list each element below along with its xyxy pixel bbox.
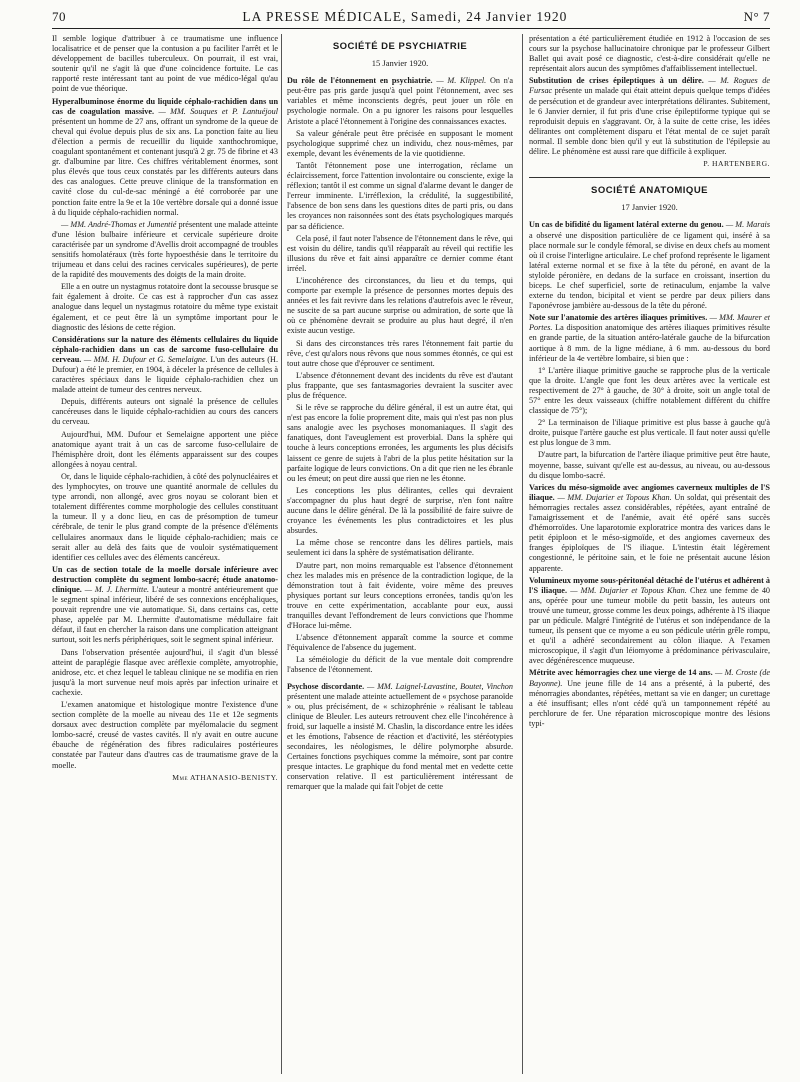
- column-divider: [281, 34, 282, 1074]
- page-number: 70: [52, 9, 66, 24]
- article-text: La disposition anatomique des artères iliaques primitives résulte en grande partie, de la situation antéro-latérale gauche de la bifurcation aortique à 8 mm. de la ligne médiane, à 6 mm. au-dessous du bord inférieur de la 4e vertèbre lombaire, si bien que :: [529, 323, 770, 363]
- article-andre-thomas: [52, 220, 278, 281]
- paragraph: Si dans des circonstances très rares l'étonnement fait partie du rêve, c'est qu'alors nous rêvons que nous sommes étonnés, ce qui est tout autre chose que d'éprouver ce sentiment.: [287, 338, 513, 368]
- article-title: Hyperalbuminose énorme du liquide céphalo-rachidien dans un cas de coagulation massive.: [52, 96, 278, 116]
- paragraph: Si le rêve se rapproche du délire général, il est un autre état, qui n'est pas encore la folie proprement dite, mais qui n'est pas non plus sans analogie avec les psychoses monomaniaques. Il s'agit des fanatiques, dont l'aveuglement est proverbial. Dans la sphère qui touche à leurs conceptions erronées, les arguments les plus décisifs laissent ce genre de sujets à l'abri de la plus petite hésitation sur la parfaite logique de leurs convictions. On a dit que rien ne les ébranle ou les émeut; on peut dire aussi que rien ne les étonne.: [287, 403, 513, 483]
- paragraph: Or, dans le liquide céphalo-rachidien, à côté des polynucléaires et des lymphocytes, on trouve une quantité anormale de cellules du type arrondi, non allongé, avec gros noyau se colorant bien et totalement différentes comme morphologie des cellules constituant la tumeur. Il y a donc lieu, en cas de présomption de tumeur cérébrale, de tenir le plus grand compte de la présence d'éléments cellulaires anormaux dans le liquide céphalo-rachidien; mais ce serait aller au delà des faits que de vouloir systématiquement identifier ces cellules avec des éléments cancéreux.: [52, 471, 278, 562]
- article-text: présentent un homme de 27 ans, offrant un syndrome de la queue de cheval qui évolue depuis plus de six ans. La ponction faite au lieu d'élection a permis de recueillir du liquide xanthochromique, coagulant spontanément et contenant jusqu'à 2 gr. 75 de fibrine et 43 gr. d'albumine par litre. Ces chiffres véritablement énormes, sont plus élevés que tous ceux constatés par les différents auteurs dans des cas analogues. Cette preuve clinique de la transformation en cavité close du cul-de-sac méningé a été corroborée par une ponction faite entre la 9e et la 10e vertèbre dorsale qui a donné issue à du liquide céphalo-rachidien normal.: [52, 116, 278, 217]
- article-text: L'auteur a montré antérieurement que le segment spinal inférieur, libéré de ses connexions encéphaliques, pouvait reprendre une vie automatique. Si, dans certains cas, cette phase, appelée par M. Lhermitte d'automatisme médullaire fait défaut, il faut en chercher la raison dans une complication atteignant surtout, soit les nerfs périphériques, soit le segment spinal inférieur.: [52, 584, 278, 645]
- article-title: Substitution de crises épileptiques à un délire.: [529, 76, 704, 86]
- article-sarcome: [52, 335, 278, 396]
- article-title: Métrite avec hémorragies chez une vierge de 14 ans.: [529, 668, 713, 678]
- page-header: [52, 6, 770, 29]
- article-text: Un soldat, qui présentait des hémorragies rectales assez considérables, répétées, ayant entraîné de l'amaigrissement et de l'anémie, avait été opéré sans succès d'hémorroïdes. Une laparotomie exploratrice montra des varices dans le petit épiploon et le méso-sigmoïde, et des angiomes caverneux des franges épiploïques de l'S iliaque. L'intestin était légèrement congestionné, le péritoine sain, et le foie ne présentait aucune lésion apparente.: [529, 492, 770, 573]
- paragraph: 1° L'artère iliaque primitive gauche se rapproche plus de la verticale que la droite. L'angle que font les deux artères avec la verticale est respectivement de 27° à gauche, de 30° à droite, soit un angle total de 57° entre les deux vaisseaux (chiffre notablement différent du chiffre classique de 75°);: [529, 365, 770, 416]
- paragraph: Tantôt l'étonnement pose une interrogation, réclame un éclaircissement, force l'attention involontaire ou consciente, exige la réflexion; tantôt il est comme un signal d'alarme devant le danger de l'erreur imminente. L'irréflexion, la crédulité, la suggestibilité, l'absence de bon sens dans les questions dites de parti pris, ou dans les croyances non raisonnées sont des états psychologiques marqués par sa déficience.: [287, 160, 513, 231]
- section-title: SOCIÉTÉ DE PSYCHIATRIE: [332, 41, 468, 52]
- article-psychose-discordante: [287, 682, 513, 793]
- article-title: Du rôle de l'étonnement en psychiatrie.: [287, 76, 433, 86]
- paragraph: Depuis, différents auteurs ont signalé la présence de cellules cancéreuses dans le liquide céphalo-rachidien au cours des cancers du cerveau.: [52, 397, 278, 427]
- paragraph: La même chose se rencontre dans les délires partiels, mais seulement ici dans la sphère de systématisation délirante.: [287, 538, 513, 558]
- paragraph: Aujourd'hui, MM. Dufour et Semelaigne apportent une pièce anatomique ayant trait à un cas de sarcome fuso-cellulaire de l'hémisphère droit, dont les éléments apparaissent sur des coupes allongées à noyau central.: [52, 429, 278, 469]
- paragraph: présentation a été particulièrement étudiée en 1912 à l'occasion de ses cours sur la psychose hallucinatoire chronique par le professeur Gilbert Ballet qui avait posé ce diagnostic, c'est-à-dire considérait qu'elle ne représentait alors aucun des symptômes d'affaiblissement intellectuel.: [529, 34, 770, 74]
- article-arteres-iliaques: [529, 313, 770, 363]
- column-3: [529, 34, 770, 1074]
- paragraph: L'absence d'étonnement devant des incidents du rêve est d'autant plus frappante, que ses fantasmagories devraient la susciter avec plus de fréquence.: [287, 370, 513, 400]
- paragraph: L'incohérence des circonstances, du lieu et du temps, qui comporte par exemple la présence de personnes mortes depuis des années et les fait revivre dans les relations d'autrefois avec le rêveur, ne suscite de sa part aucune surprise ou admiration, de sorte que là où ce phénomène devrait se produire au plus haut degré, il n'en existe aucun vestige.: [287, 275, 513, 336]
- article-text: Chez une femme de 40 ans, opérée pour une tumeur mobile du petit bassin, les auteurs ont trouvé une tumeur, grosse comme les deux poings, adhérente à l'S iliaque par un pédicule. Malgré l'intégrité de l'utérus et son indépendance de la tumeur, ils pensent que ce myome a eu son pédicule utérin grêle rompu, et qu'il a adhéré secondairement au côlon iliaque. A l'examen microscopique, il s'agit d'un léiomyome à prédominance périvasculaire, avec dégénérescence muqueuse.: [529, 585, 770, 666]
- article-bifidite: [529, 220, 770, 311]
- paragraph: D'autre part, la bifurcation de l'artère iliaque primitive peut être haute, moyenne, basse, suivant qu'elle est au-dessus, au niveau, ou au-dessous du disque lombo-sacré.: [529, 450, 770, 480]
- paragraph: L'absence d'étonnement apparaît comme la source et comme l'équivalence de l'absence du jugement.: [287, 633, 513, 653]
- paragraph: Les conceptions les plus délirantes, celles qui devraient s'accompagner du plus haut degré de surprise, n'en font naître aucune dans le délire général. De là la possibilité de faire suivre de croyance les événements les plus contradictoires et les plus absurdes.: [287, 485, 513, 536]
- article-authors: — MM. Laignel-Lavastine, Boutet, Vinchon: [367, 681, 513, 691]
- article-hyperalbuminose: [52, 97, 278, 218]
- column-divider: [522, 34, 523, 1074]
- article-title: Note sur l'anatomie des artères iliaques primitives.: [529, 313, 708, 323]
- article-title: Un cas de section totale de la moelle dorsale inférieure avec destruction complète du segment lombo-sacré; étude anatomo-clinique.: [52, 564, 278, 594]
- paragraph: Dans l'observation présentée aujourd'hui, il s'agit d'un blessé atteint de paraplégie flasque avec aréflexie complète, amyotrophie, anidrose, etc. et chez lequel le tableau clinique ne se modifia en rien jusqu'à la mort survenue neuf mois après par infection urinaire et cachexie.: [52, 647, 278, 697]
- article-authors: — M. Klippel.: [436, 76, 487, 86]
- article-myome: [529, 576, 770, 667]
- paragraph: Sa valeur générale peut être précisée en supposant le moment psychologique supprimé chez un individu, chez nous-mêmes, par exemple, devant les événements de la vie quotidienne.: [287, 128, 513, 158]
- article-authors: — M. J. Lhermitte.: [84, 584, 149, 594]
- section-title: SOCIÉTÉ ANATOMIQUE: [590, 185, 709, 197]
- article-title: Volumineux myome sous-péritonéal détaché de l'utérus et adhérent à l'S iliaque.: [529, 575, 770, 595]
- article-substitution: [529, 76, 770, 157]
- article-title: Varices du méso-sigmoïde avec angiomes caverneux multiples de l'S iliaque.: [529, 482, 770, 502]
- article-authors: — MM. André-Thomas et Jumentié: [61, 219, 177, 229]
- article-metrite: [529, 668, 770, 729]
- article-text: Une jeune fille de 14 ans a présenté, à la puberté, des ménorragies abondantes, répétées, mettant sa vie en danger; un curettage a été insuffisant; elles n'ont cédé qu'à un tamponnement répété au perchlorure de fer. Une réparation microscopique montre des lésions typi-: [529, 678, 770, 728]
- article-authors: — MM. Souques et P. Lantuéjoul: [158, 106, 278, 116]
- article-authors: — MM. Dujarier et Topous Khan.: [557, 492, 672, 502]
- article-text: présentent une malade atteinte d'une lésion bulbaire inférieure et cervicale supérieure droite caractérisée par un syndrome d'Avellis droit accompagné de troubles sensitifs homolatéraux (très forte hypoesthésie dans le territoire du trijumeau et dans celui des racines cervicales supérieures), de perte de la rapidité des mouvements des doigts de la main droite.: [52, 219, 278, 280]
- journal-title: LA PRESSE MÉDICALE, Samedi, 24 Janvier 1920: [242, 9, 568, 24]
- article-varices: [529, 483, 770, 574]
- article-title: Considérations sur la nature des éléments cellulaires du liquide céphalo-rachidien dans un cas de sarcome fuso-cellulaire du cerveau.: [52, 334, 278, 364]
- article-authors: — M. Marais: [725, 220, 770, 230]
- article-authors: — MM. Dujarier et Topous Khan.: [570, 585, 687, 595]
- section-divider: [529, 177, 770, 178]
- column-1: [52, 34, 278, 1074]
- article-etonnement: [287, 76, 513, 126]
- article-title: Un cas de bifidité du ligament latéral externe du genou.: [529, 220, 724, 230]
- signature: P. HARTENBERG.: [703, 159, 770, 169]
- issue-number: N° 7: [743, 9, 770, 24]
- article-text: L'un des auteurs (H. Dufour) a été le premier, en 1904, à déceler la présence de cellules à caractères spéciaux dans le liquide céphalo-rachidien chez un malade atteint de tumeur des centres nerveux.: [52, 354, 278, 395]
- section-date: 17 Janvier 1920.: [621, 202, 678, 213]
- paragraph: Il semble logique d'attribuer à ce traumatisme une influence localisatrice et de penser que la contusion a pu faciliter l'arrêt et le développement de bacilles tuberculeux. On pourrait, il est vrai, soutenir qu'il ne s'agit là que d'une coïncidence fortuite. Le cas rapporté reste intéressant tant au point de vue médico-légal qu'au point de vue théorique.: [52, 34, 278, 94]
- article-text: présente un malade qui était atteint depuis quelque temps d'idées de persécution et de grandeur avec interprétations délirantes. Subitement, le 6 Janvier dernier, il fut pris d'une crise épileptiforme typique qui se reproduisit depuis en s'aggravant. Or, à la suite de cette crise, les idées délirantes ont complètement disparu et l'état mental de ce sujet paraît normal. Il semble donc bien qu'il y eut là substitution de l'épilepsie au délire. Le phénomène est aussi rare que difficile à expliquer.: [529, 86, 770, 157]
- article-authors: — MM. H. Dufour et G. Semelaigne.: [83, 354, 208, 364]
- paragraph: La séméiologie du déficit de la vue mentale doit comprendre l'absence de l'étonnement.: [287, 655, 513, 675]
- paragraph: 2° La terminaison de l'iliaque primitive est plus basse à gauche qu'à droite, puisque l'artère gauche est plus verticale. Il faut noter aussi qu'elle est plus longue de 3 mm.: [529, 418, 770, 448]
- article-authors: — M. Rogues de Fursac: [529, 76, 770, 96]
- paragraph: L'examen anatomique et histologique montre l'existence d'une section complète de la moelle au niveau des 11e et 12e segments dorsaux avec destruction complète par myélomalacie du segment lombo-sacré, creusé de vastes cavités. Il n'y avait en outre aucune ébauche de régénération des fibres radiculaires postérieures constatée par l'auteur dans d'autres cas de traumatisme grave de la moelle.: [52, 700, 278, 770]
- article-text: a observé une disposition particulière de ce ligament qui, inséré à sa place normale sur le condyle fémoral, se divise en deux chefs au moment où il croise l'interligne articulaire. Le chef profond représente le ligament latéral externe normal et se fixe à la tête du péroné, en avant de la styloïde péronière, en dedans de la surface en croissant, insertion du biceps. Le chef superficiel, sorte de retinaculum, enjambe la valve externe du tendon, bicipital et vient se perdre par deux piliers dans l'aponévrose jambière au-dessous de la tête du péroné.: [529, 230, 770, 311]
- paragraph: Elle a en outre un nystagmus rotatoire dont la secousse brusque se fait également à droite. Ce cas est à rapprocher d'un cas assez analogue dans lequel un nystagmus rotatoire du même type existait également, et ce peut être là un symptôme important pour le diagnostic des lésions de cette région.: [52, 282, 278, 332]
- article-text: présentent une malade atteinte actuellement de « psychose paranoïde » ou, plus précisément, de « schizophrénie » réalisant le tableau clinique de Bleuler. Les auteurs retrouvent chez elle l'incohérence à froid, sur laquelle a insisté M. Chaslin, la discordance entre les idées et les émotions, l'absence de réaction et d'activité, les stéréotypies secondaires, les néologismes, le délire polymorphe absurde. Certaines fonctions psychiques comme la mémoire, sont par contre presque intactes. Le graphique du fond mental met en vedette cette conservation relative. Il est particulièrement intéressant de remarquer que la malade qui fait l'objet de cette: [287, 691, 513, 792]
- article-authors: — M. Croste (de Bayonne).: [529, 668, 770, 688]
- article-text: On n'a peut-être pas pris garde jusqu'à quel point l'étonnement, avec ses variables et même inconscients degrés, peut jouer un rôle en psychologie normale. On a pu ignorer les raisons pour lesquelles Aristote a placé l'étonnement à l'origine des connaissances exactes.: [287, 76, 513, 126]
- paragraph: Cela posé, il faut noter l'absence de l'étonnement dans le rêve, qui est voisin du délire, tandis qu'il réapparaît au réveil qui rectifie les illusions du rêve et fait ainsi apparaître ce dernier comme étant irréel.: [287, 233, 513, 273]
- paragraph: D'autre part, non moins remarquable est l'absence d'étonnement chez les malades mis en présence de la contradiction logique, de la démonstration tout à fait évidente, voire même des preuves physiques portant sur leurs conceptions erronées, tandis qu'on les trouve en cette expérimentation, accablante pour eux, aussi tranquilles devant l'effondrement de leurs convictions que l'homme d'Horace lui-même.: [287, 560, 513, 631]
- section-date: 15 Janvier 1920.: [371, 58, 429, 69]
- article-title: Psychose discordante.: [287, 681, 365, 691]
- column-2: [287, 34, 513, 1074]
- article-authors: — MM. Maurer et Portes.: [529, 313, 770, 333]
- signature: Mme ATHANASIO-BENISTY.: [172, 772, 278, 782]
- article-section-moelle: [52, 565, 278, 646]
